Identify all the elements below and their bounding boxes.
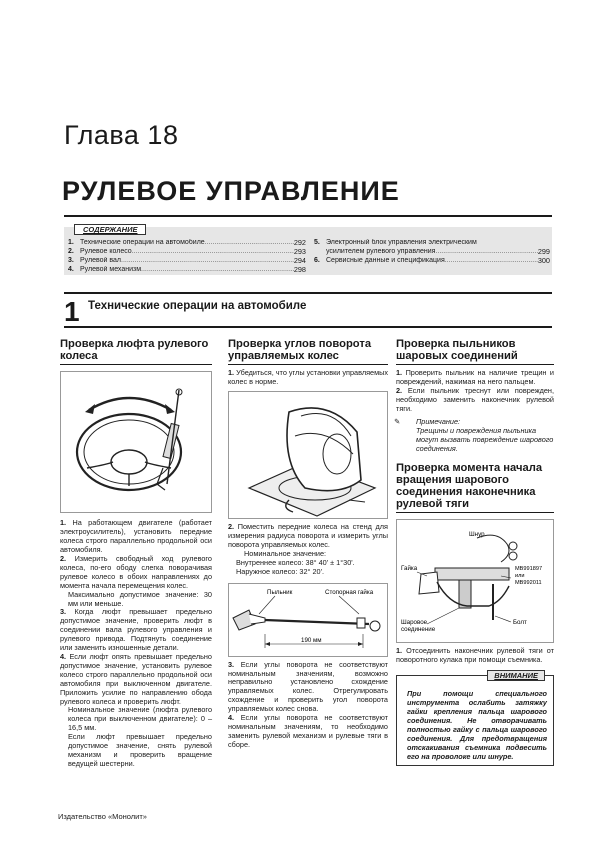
step: 1. На работающем двигателе (работает электроусилитель), установить передние колеса строго параллельно продольной оси автомобиля.: [60, 518, 212, 555]
nominal-title: Номинальное значение:: [244, 548, 327, 558]
section-title: Технические операции на автомобиле: [88, 300, 307, 312]
warning-label: ВНИМАНИЕ: [487, 670, 545, 681]
note-block: [396, 418, 554, 454]
ball-joint-puller-illustration: [397, 520, 553, 642]
ball-joint-figure: [396, 519, 554, 643]
column-2: [228, 338, 388, 750]
label-joint1: Шаровое: [401, 619, 428, 627]
step: 1. Убедиться, что углы установки управляемых колес в норме.: [228, 368, 389, 387]
turntable-figure: [228, 391, 388, 519]
label-or: или: [515, 573, 525, 580]
heading-boot-check: Проверка пыльников шаровых соединений: [396, 338, 554, 365]
contents-right-column: [314, 239, 550, 265]
note-text: Трещины и повреждения пыльника могут вызвать повреждение шарового соединения.: [416, 425, 554, 453]
contents-left-column: [68, 239, 306, 275]
step: 3. Если углы поворота не соответствуют номинальным значениям, возможно неправильно установлено схождение управляемых колес. Отрегулировать схождение и проверить угол поворота управляемых колес снова.: [228, 659, 388, 714]
warning-box: [396, 671, 554, 766]
step: Если люфт превышает предельно допустимое значение, снять рулевой механизм и проверить вращение ведущей шестерни.: [68, 732, 212, 768]
label-lock-nut: Стопорная гайка: [325, 588, 374, 596]
step: 2. Если пыльник треснут или поврежден, необходимо заменить наконечник рулевой тяги.: [396, 386, 554, 414]
toc-item[interactable]: усилителем рулевого управления ..... 299: [314, 248, 550, 257]
step: 3. Когда люфт превышает предельно допустимое значение, проверить люфт в соединении вала рулевого управления и рулевого привода. Подтянуть соединение или заменить изношенные детали.: [60, 607, 213, 653]
inner-wheel-value: Внутреннее колесо: 38° 40' ± 1°30'.: [236, 557, 355, 567]
section-number: 1: [64, 296, 80, 327]
label-boot: Пыльник: [267, 588, 293, 596]
label-dimension: 190 мм: [301, 636, 322, 644]
step: 2. Измерить свободный ход рулевого колеса, по-его ободу слегка поворачивая рулевое колесо в обоих направлениях до момента начала перемещения колес.: [60, 554, 212, 590]
note-pencil-icon: ✎: [394, 416, 401, 426]
label-part1: MB991897: [515, 566, 543, 573]
heading-turning-angles: Проверка углов поворота управляемых колес: [228, 338, 388, 365]
publisher-footer: Издательство «Монолит»: [58, 812, 147, 821]
step: Номинальное значение (люфта рулевого колеса при выключенном двигателе): 0 – 16,5 мм.: [68, 705, 212, 733]
step: Максимально допустимое значение: 30 мм или меньше.: [68, 589, 212, 608]
step: 1. Отсоединить наконечник рулевой тяги от поворотного кулака при помощи съемника.: [396, 646, 554, 665]
heading-ball-joint-torque: Проверка момента начала вращения шарового соединения наконечника рулевой тяги: [396, 462, 554, 514]
outer-wheel-value: Наружное колесо: 32° 20'.: [236, 566, 325, 576]
step: 2. Поместить передние колеса на стенд для измерения радиуса поворота и измерить углы поворота управляемых колес.: [228, 522, 388, 550]
toc-item[interactable]: 3. Рулевой вал ..... 294: [68, 257, 306, 266]
heading-steering-play: Проверка люфта рулевого колеса: [60, 338, 212, 365]
contents-box: [64, 227, 552, 275]
toc-item[interactable]: 6. Сервисные данные и спецификация ..... 300: [314, 257, 550, 266]
note-title: Примечание:: [416, 416, 461, 426]
wheel-on-turntable-illustration: [229, 392, 387, 518]
column-3: [396, 338, 554, 766]
toc-item[interactable]: 1. Технические операции на автомобиле ..... 292: [68, 239, 306, 248]
step: 1. Проверить пыльник на наличие трещин и повреждений, нажимая на него пальцем.: [396, 368, 554, 387]
steering-wheel-figure: [60, 371, 212, 513]
chapter-label: Глава 18: [64, 120, 179, 150]
section-header: [64, 292, 552, 328]
steering-wheel-illustration: [61, 372, 211, 512]
label-part2: MB992011: [515, 580, 542, 587]
page-title: РУЛЕВОЕ УПРАВЛЕНИЕ: [62, 176, 400, 206]
label-nut: Гайка: [401, 565, 418, 573]
step: 4. Если углы поворота не соответствуют номинальным значениям, то необходимо заменить рулевой механизм и рулевые тяги в сборе.: [228, 713, 388, 749]
tie-rod-illustration: [229, 584, 387, 656]
warning-text: При помощи специального инструмента ослабить затяжку гайки крепления пальца шарового соединения. Не отворачивать полностью гайку с пальца шарового соединения. Для предотвращения отскакивания съемника подвесить его на проволоке или шнуре.: [407, 689, 547, 761]
column-1: [60, 338, 212, 769]
contents-label: СОДЕРЖАНИЕ: [74, 224, 146, 235]
label-joint2: соединение: [401, 626, 436, 634]
toc-item[interactable]: 2. Рулевое колесо ..... 293: [68, 248, 306, 257]
title-divider: [64, 215, 552, 217]
tie-rod-figure: [228, 583, 388, 657]
toc-item[interactable]: 4. Рулевой механизм ..... 298: [68, 266, 306, 275]
step: 4. Если люфт опять превышает предельно допустимое значение, установить рулевое колесо строго параллельно продольной оси автомобиля при выключенном двигателе. Приложить усилие по направлению обода рулевого колеса и проверить люфт.: [60, 652, 212, 706]
label-bolt: Болт: [513, 619, 527, 627]
toc-item[interactable]: 5. Электронный блок управления электрическим: [314, 239, 477, 246]
label-cord: Шнур: [469, 531, 485, 539]
